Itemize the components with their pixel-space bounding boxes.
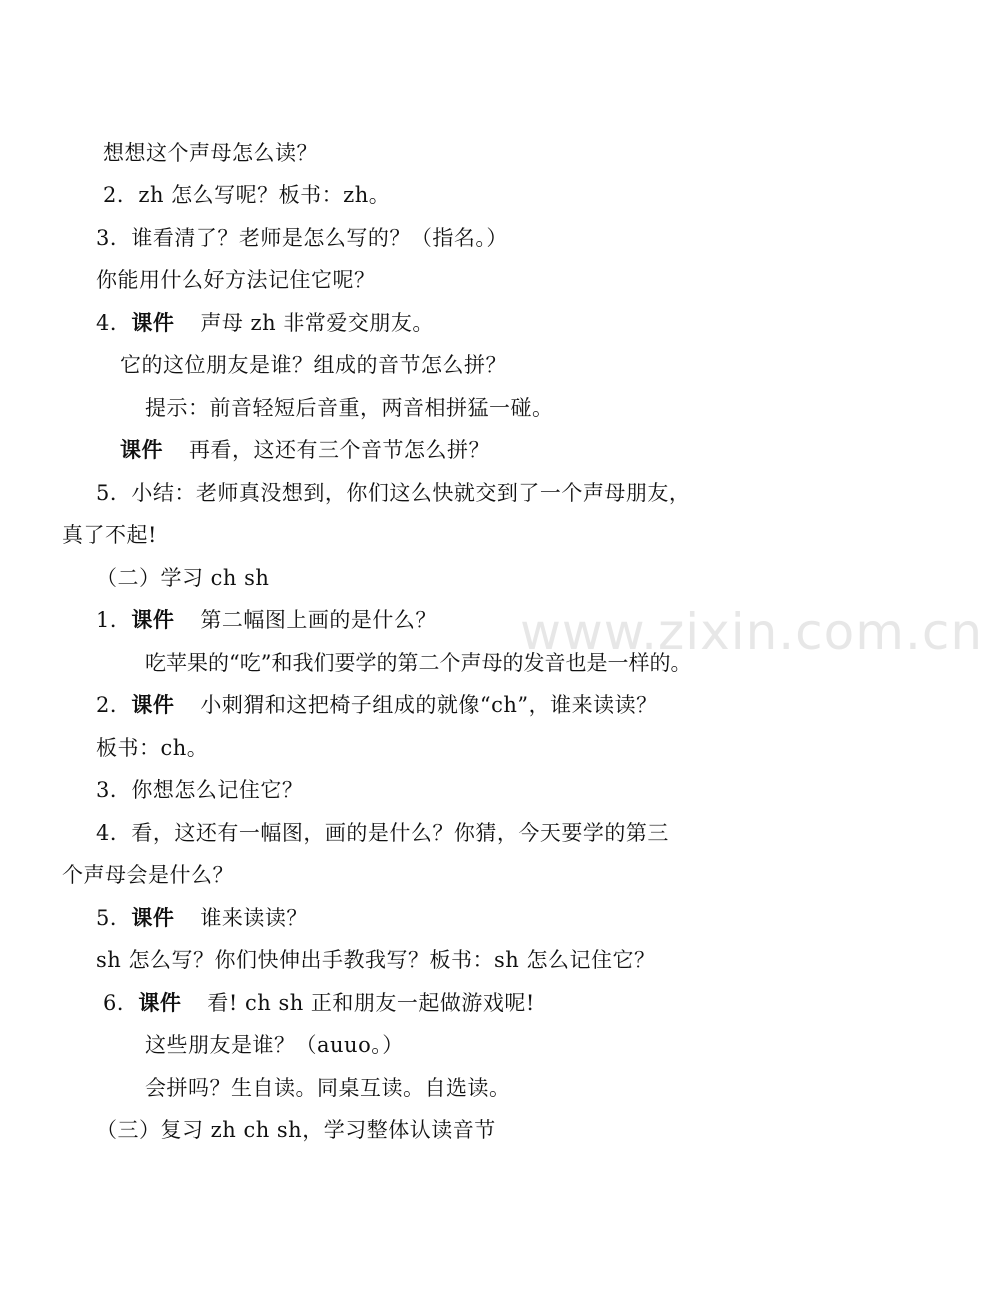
text-line	[96, 691, 658, 719]
line-text: zh 怎么写呢？板书：zh。	[138, 183, 391, 207]
courseware-label: 课件	[131, 310, 175, 335]
item-number: 1．	[96, 608, 132, 632]
item-number: 2．	[96, 693, 132, 717]
courseware-label: 课件	[131, 607, 175, 632]
line-text: 板书：ch。	[96, 736, 209, 760]
text-line	[96, 734, 208, 762]
line-text: 你想怎么记住它？	[131, 778, 304, 802]
watermark: www.zixin.com.cn	[520, 603, 983, 661]
line-text: 再看，这还有三个音节怎么拼？	[189, 438, 490, 462]
text-line	[145, 1031, 404, 1059]
item-number: 4．	[96, 821, 132, 845]
line-text: 第二幅图上画的是什么？	[200, 608, 437, 632]
line-text: 你能用什么好方法记住它呢？	[96, 268, 376, 292]
text-line	[145, 1074, 511, 1102]
text-line	[62, 861, 234, 889]
line-text: （三）复习 zh ch sh，学习整体认读音节	[96, 1118, 496, 1142]
line-text: 真了不起!	[62, 523, 157, 547]
line-text: 声母 zh 非常爱交朋友。	[200, 311, 434, 335]
text-line	[103, 181, 390, 209]
line-text: 会拼吗？生自读。同桌互读。自选读。	[145, 1076, 511, 1100]
line-text: 谁来读读？	[200, 906, 308, 930]
text-line	[96, 776, 303, 804]
line-text: 小结：老师真没想到，你们这么快就交到了一个声母朋友，	[131, 481, 691, 505]
text-line	[96, 309, 434, 337]
item-number: 4．	[96, 311, 132, 335]
text-line	[145, 649, 691, 677]
line-text: 提示：前音轻短后音重，两音相拼猛一碰。	[145, 396, 554, 420]
courseware-label: 课件	[138, 990, 182, 1015]
line-text: sh 怎么写？你们快伸出手教我写？板书：sh 怎么记住它？	[96, 948, 656, 972]
text-line	[145, 394, 554, 422]
line-text: 想想这个声母怎么读？	[103, 141, 318, 165]
courseware-label: 课件	[120, 437, 163, 462]
text-line	[120, 351, 507, 379]
line-text: 看，这还有一幅图，画的是什么？你猜，今天要学的第三	[131, 821, 669, 845]
section-heading	[96, 564, 269, 592]
text-line	[96, 819, 669, 847]
line-text: 小刺猬和这把椅子组成的就像“ch”，谁来读读？	[200, 693, 658, 717]
item-number: 6．	[103, 991, 139, 1015]
text-line	[96, 224, 508, 252]
text-line	[96, 479, 690, 507]
line-text: 个声母会是什么？	[62, 863, 234, 887]
section-heading	[96, 1116, 496, 1144]
text-line	[96, 904, 308, 932]
line-text: 吃苹果的“吃”和我们要学的第二个声母的发音也是一样的。	[145, 651, 692, 675]
item-number: 5．	[96, 906, 132, 930]
text-line	[120, 436, 490, 464]
item-number: 5．	[96, 481, 132, 505]
line-text: 它的这位朋友是谁？组成的音节怎么拼？	[120, 353, 507, 377]
courseware-label: 课件	[131, 905, 175, 930]
text-line	[96, 266, 376, 294]
text-line	[103, 989, 535, 1017]
line-text: 谁看清了？老师是怎么写的？（指名。）	[131, 226, 508, 250]
text-line	[103, 139, 318, 167]
text-line	[96, 606, 437, 634]
line-text: 看! ch sh 正和朋友一起做游戏呢!	[207, 991, 535, 1015]
courseware-label: 课件	[131, 692, 175, 717]
item-number: 3．	[96, 778, 132, 802]
item-number: 3．	[96, 226, 132, 250]
text-line	[62, 521, 157, 549]
item-number: 2．	[103, 183, 139, 207]
text-line	[96, 946, 655, 974]
line-text: （二）学习 ch sh	[96, 566, 270, 590]
line-text: 这些朋友是谁？（auuo。）	[145, 1033, 404, 1057]
